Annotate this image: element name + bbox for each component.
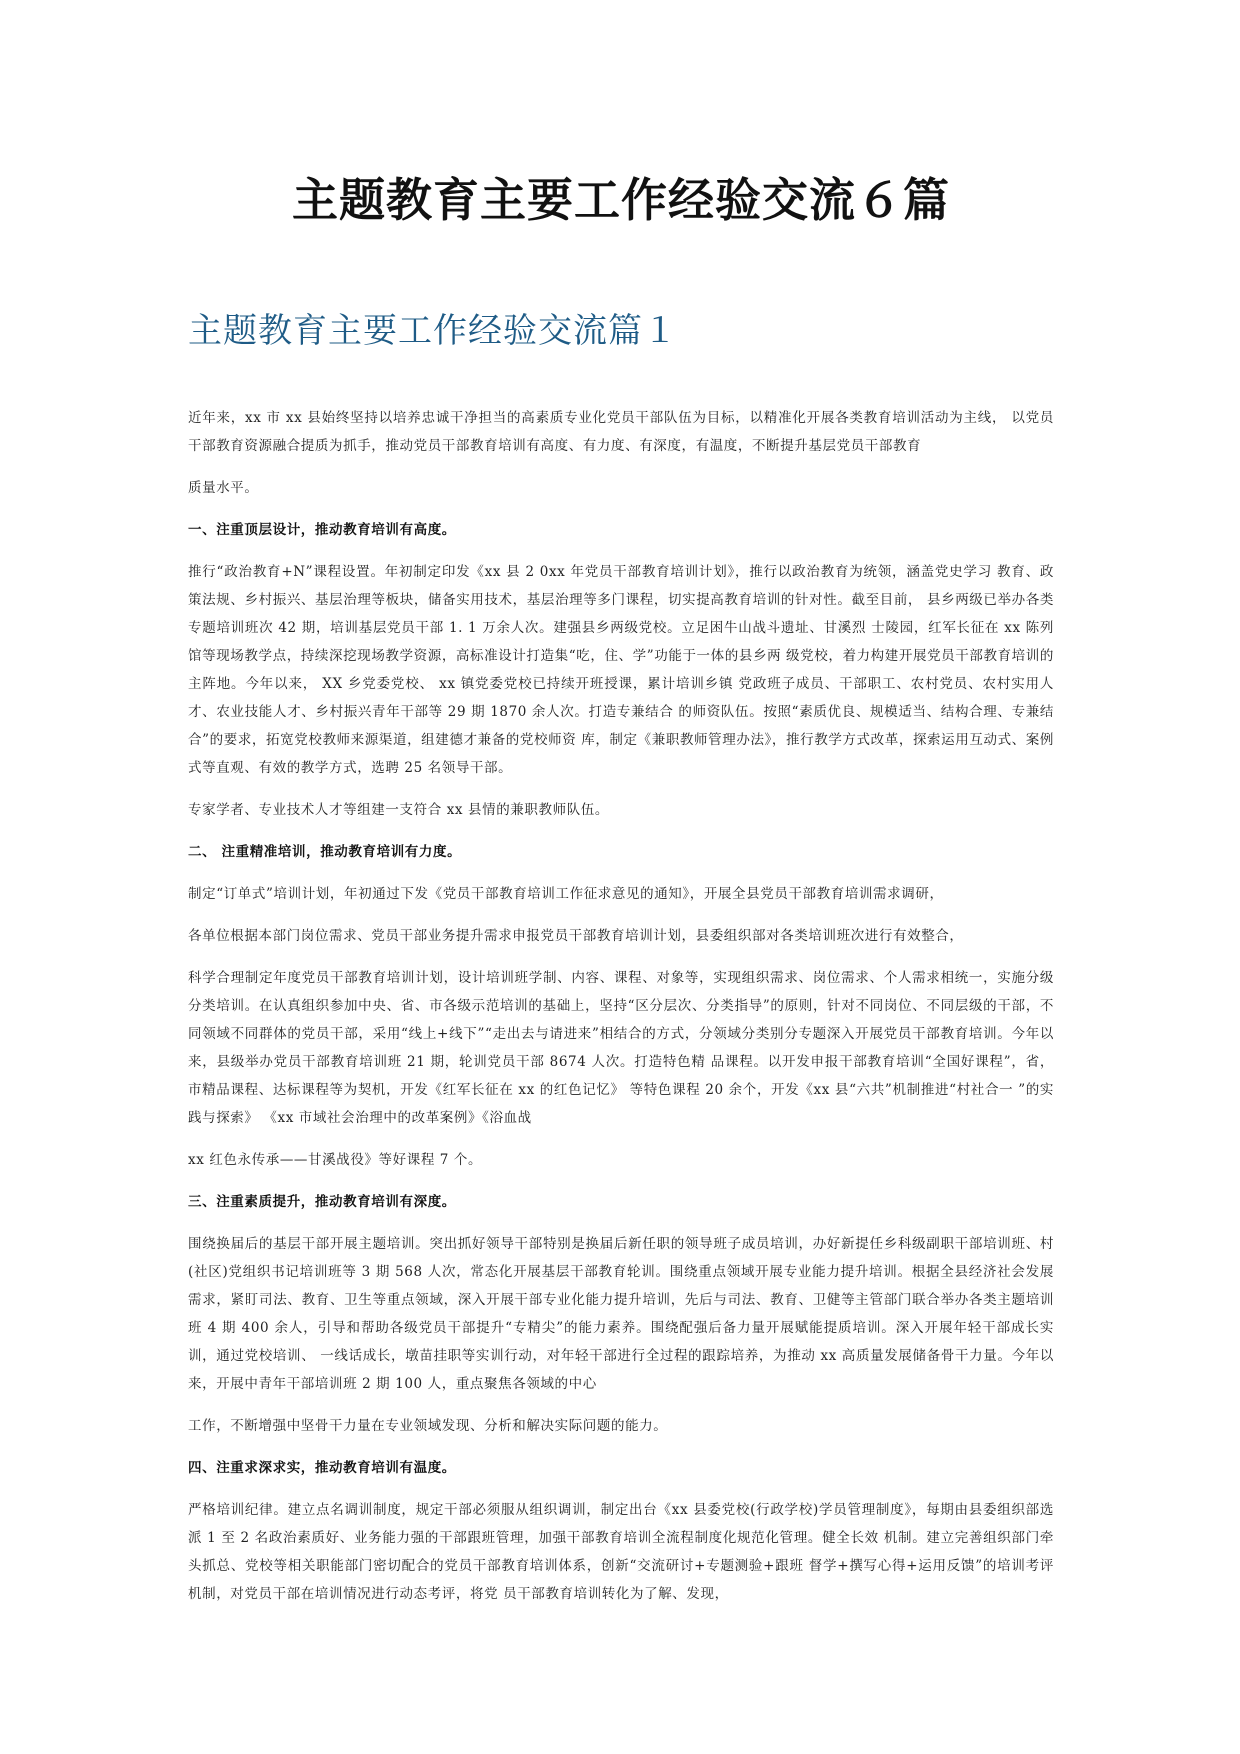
section-heading: 四、注重求深求实，推动教育培训有温度。 bbox=[188, 1460, 456, 1476]
paragraph: 制定“订单式”培训计划，年初通过下发《党员干部教育培训工作征求意见的通知》，开展全县党员干部教育培训需求调研， bbox=[188, 886, 944, 902]
document-body bbox=[188, 404, 1054, 1608]
section-heading: 一、注重顶层设计，推动教育培训有高度。 bbox=[188, 522, 456, 538]
section-heading: 二、 注重精准培训，推动教育培训有力度。 bbox=[188, 844, 462, 860]
paragraph: 工作，不断增强中坚骨干力量在专业领域发现、分析和解决实际问题的能力。 bbox=[188, 1418, 668, 1434]
paragraph: 专家学者、专业技术人才等组建一支符合 xx 县情的兼职教师队伍。 bbox=[188, 802, 610, 818]
section-title: 主题教育主要工作经验交流篇１ bbox=[188, 311, 678, 351]
paragraph: 质量水平。 bbox=[188, 480, 259, 496]
paragraph: 推行“政治教育+N”课程设置。年初制定印发《xx 县 2 0xx 年党员干部教育培训计划》，推行以政治教育为统领，涵盖党史学习 教育、政策法规、乡村振兴、基层治理等板块，储备实用技术，基层治理等多门课程，切实提高教育培训的针对性。截至目前， 县乡两级已举办各类专题培训班次 42 期，培训基层党员干部 1. 1 万余人次。建强县乡两级党校。立足困牛山战斗遗址、甘溪烈 士陵园，红军长征在 xx 陈列馆等现场教学点，持续深挖现场教学资源，高标准设计打造集“吃，住、学”功能于一体的县乡两 级党校，着力构建开展党员干部教育培训的主阵地。今年以来， XX 乡党委党校、 xx 镇党委党校已持续开班授课，累计培训乡镇 党政班子成员、干部职工、农村党员、农村实用人才、农业技能人才、乡村振兴青年干部等 29 期 1870 余人次。打造专兼结合 的师资队伍。按照“素质优良、规模适当、结构合理、专兼结合”的要求，拓宽党校教师来源渠道，组建德才兼备的党校师资 库，制定《兼职教师管理办法》，推行教学方式改革，探索运用互动式、案例式等直观、有效的教学方式，选聘 25 名领导干部。 bbox=[188, 564, 1054, 776]
paragraph: 严格培训纪律。建立点名调训制度，规定干部必须服从组织调训，制定出台《xx 县委党校(行政学校)学员管理制度》，每期由县委组织部选派 1 至 2 名政治素质好、业务能力强的干部跟班管理，加强干部教育培训全流程制度化规范化管理。健全长效 机制。建立完善组织部门牵头抓总、党校等相关职能部门密切配合的党员干部教育培训体系，创新“交流研讨+专题测验+跟班 督学+撰写心得+运用反馈”的培训考评机制，对党员干部在培训情况进行动态考评，将党 员干部教育培训转化为了解、发现， bbox=[188, 1502, 1054, 1602]
paragraph: 各单位根据本部门岗位需求、党员干部业务提升需求申报党员干部教育培训计划，县委组织部对各类培训班次进行有效整合， bbox=[188, 928, 964, 944]
document-title: 主题教育主要工作经验交流６篇 bbox=[292, 173, 950, 227]
paragraph: xx 红色永传承——甘溪战役》等好课程 7 个。 bbox=[188, 1152, 483, 1168]
paragraph: 近年来，xx 市 xx 县始终坚持以培养忠诚干净担当的高素质专业化党员干部队伍为目标，以精准化开展各类教育培训活动为主线， 以党员干部教育资源融合提质为抓手，推动党员干部教育培训有高度、有力度、有深度，有温度，不断提升基层党员干部教育 bbox=[188, 410, 1054, 454]
paragraph: 科学合理制定年度党员干部教育培训计划，设计培训班学制、内容、课程、对象等，实现组织需求、岗位需求、个人需求相统一，实施分级分类培训。在认真组织参加中央、省、市各级示范培训的基础上，坚持“区分层次、分类指导”的原则，针对不同岗位、不同层级的干部，不同领域不同群体的党员干部，采用“线上+线下”“走出去与请进来”相结合的方式，分领域分类别分专题深入开展党员干部教育培训。今年以来，县级举办党员干部教育培训班 21 期，轮训党员干部 8674 人次。打造特色精 品课程。以开发申报干部教育培训“全国好课程”，省，市精品课程、达标课程等为契机，开发《红军长征在 xx 的红色记忆》 等特色课程 20 余个，开发《xx 县“六共”机制推进“村社合一 ”的实践与探索》 《xx 市域社会治理中的改革案例》《浴血战 bbox=[188, 970, 1054, 1126]
section-heading: 三、注重素质提升，推动教育培训有深度。 bbox=[188, 1194, 456, 1210]
paragraph: 围绕换届后的基层干部开展主题培训。突出抓好领导干部特别是换届后新任职的领导班子成员培训，办好新提任乡科级副职干部培训班、村(社区)党组织书记培训班等 3 期 568 人次，常态化开展基层干部教育轮训。围绕重点领域开展专业能力提升培训。根据全县经济社会发展需求，紧盯司法、教育、卫生等重点领域，深入开展干部专业化能力提升培训，先后与司法、教育、卫健等主管部门联合举办各类主题培训班 4 期 400 余人，引导和帮助各级党员干部提升“专精尖”的能力素养。围绕配强后备力量开展赋能提质培训。深入开展年轻干部成长实训，通过党校培训、 一线话成长，墩苗挂职等实训行动，对年轻干部进行全过程的跟踪培养，为推动 xx 高质量发展储备骨干力量。今年以来，开展中青年干部培训班 2 期 100 人，重点聚焦各领域的中心 bbox=[188, 1236, 1054, 1392]
